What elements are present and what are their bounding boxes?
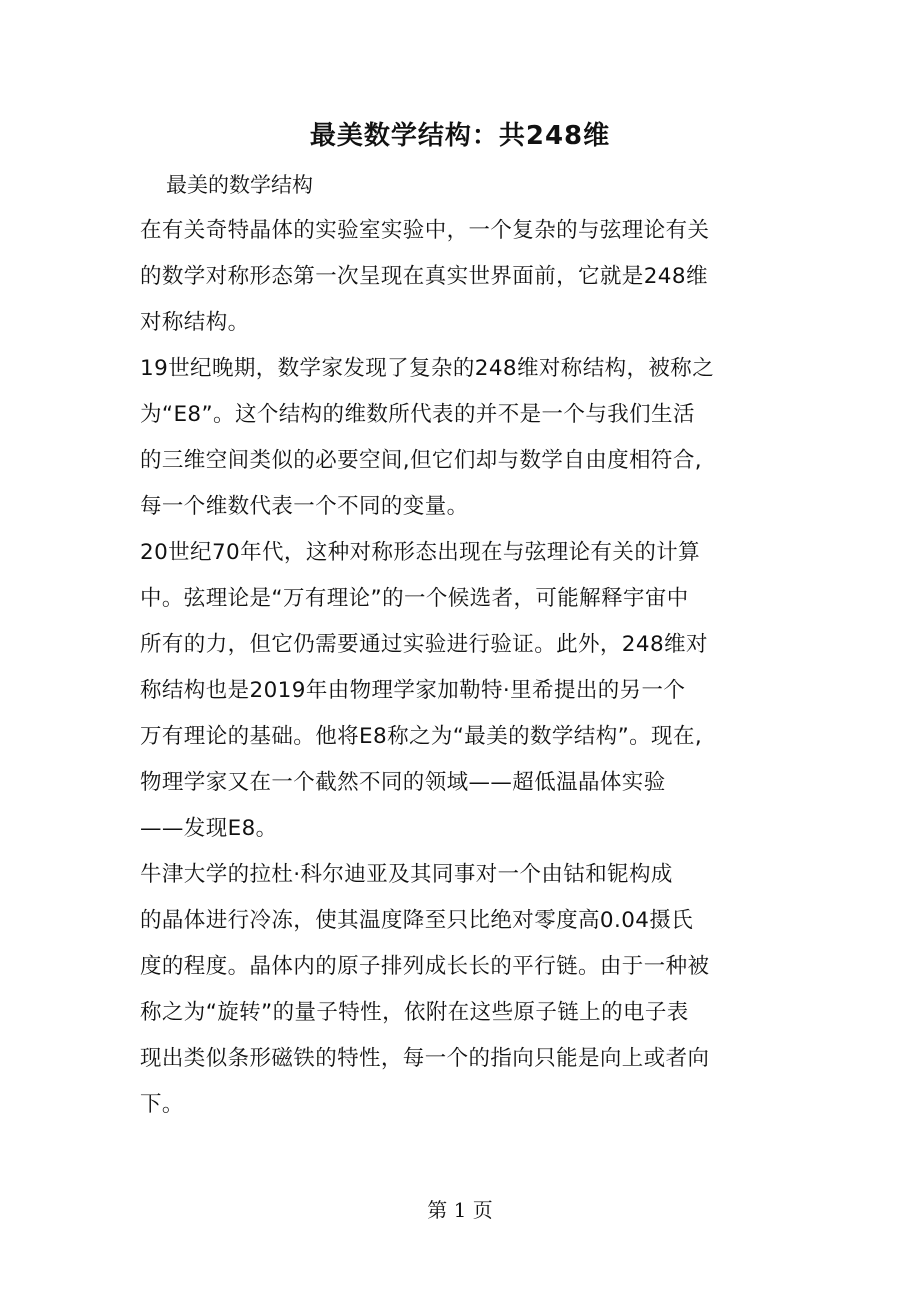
body-line: 度的程度。晶体内的原子排列成长长的平行链。由于一种被 bbox=[140, 954, 710, 979]
body-line: 每一个维数代表一个不同的变量。 bbox=[140, 494, 469, 519]
body-line: 的晶体进行冷冻，使其温度降至只比绝对零度高0.04摄氏 bbox=[140, 908, 694, 933]
body-line: 万有理论的基础。他将E8称之为“最美的数学结构”。现在, bbox=[140, 724, 703, 749]
body-line: 为“E8”。这个结构的维数所代表的并不是一个与我们生活 bbox=[140, 402, 695, 427]
body-line: 牛津大学的拉杜·科尔迪亚及其同事对一个由钴和铌构成 bbox=[140, 862, 673, 887]
document-body bbox=[140, 208, 800, 1128]
body-line: 中。弦理论是“万有理论”的一个候选者，可能解释宇宙中 bbox=[140, 586, 689, 611]
body-line: 下。 bbox=[140, 1092, 184, 1117]
body-line: 所有的力，但它仍需要通过实验进行验证。此外，248维对 bbox=[140, 632, 708, 657]
body-line: 现出类似条形磁铁的特性，每一个的指向只能是向上或者向 bbox=[140, 1046, 710, 1071]
page-number: 第 1 页 bbox=[427, 1198, 493, 1222]
body-line: 物理学家又在一个截然不同的领域——超低温晶体实验 bbox=[140, 770, 666, 795]
body-line: ——发现E8。 bbox=[140, 816, 278, 841]
document-title: 最美数学结构：共248维 bbox=[309, 121, 611, 151]
body-line: 称之为“旋转”的量子特性，依附在这些原子链上的电子表 bbox=[140, 1000, 689, 1025]
body-line: 在有关奇特晶体的实验室实验中，一个复杂的与弦理论有关 bbox=[140, 218, 710, 243]
body-line: 对称结构。 bbox=[140, 310, 250, 335]
body-line: 称结构也是2019年由物理学家加勒特·里希提出的另一个 bbox=[140, 678, 686, 703]
document-subtitle: 最美的数学结构 bbox=[166, 173, 313, 197]
body-line: 的三维空间类似的必要空间,但它们却与数学自由度相符合, bbox=[140, 448, 702, 473]
body-line: 19世纪晚期，数学家发现了复杂的248维对称结构，被称之 bbox=[140, 356, 715, 381]
body-line: 20世纪70年代，这种对称形态出现在与弦理论有关的计算 bbox=[140, 540, 701, 565]
body-line: 的数学对称形态第一次呈现在真实世界面前，它就是248维 bbox=[140, 264, 708, 289]
